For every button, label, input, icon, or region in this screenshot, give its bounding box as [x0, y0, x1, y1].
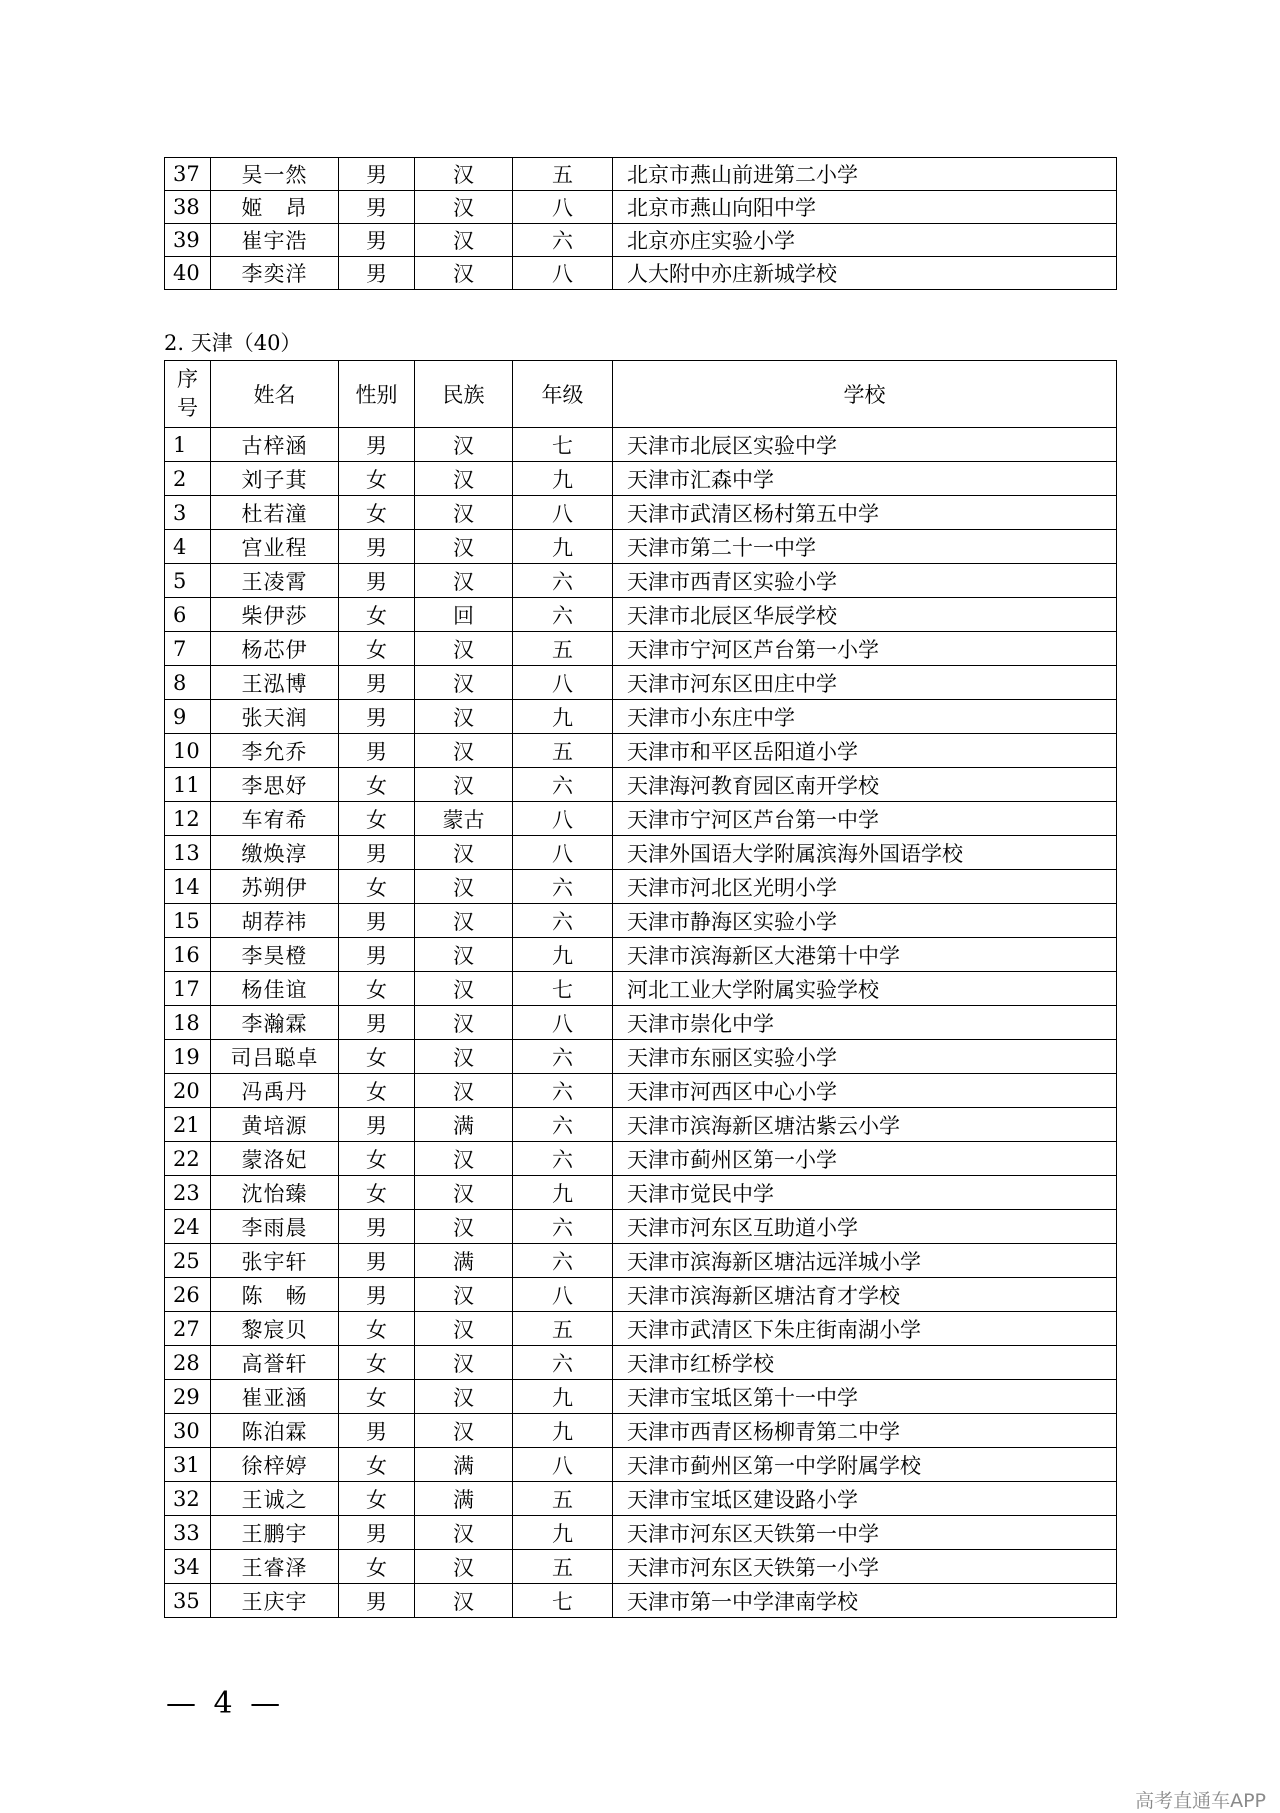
table-row — [165, 938, 1117, 972]
cell-grade: 九 — [513, 1380, 613, 1414]
cell-school: 天津市红桥学校 — [613, 1346, 1117, 1380]
cell-school: 天津市滨海新区塘沽远洋城小学 — [613, 1244, 1117, 1278]
cell-index: 13 — [165, 836, 211, 870]
cell-grade: 六 — [513, 598, 613, 632]
header-cell-name: 姓名 — [211, 361, 339, 428]
cell-name: 黄培源 — [211, 1108, 339, 1142]
cell-gender: 男 — [339, 1244, 415, 1278]
cell-index: 31 — [165, 1448, 211, 1482]
cell-school: 天津市静海区实验小学 — [613, 904, 1117, 938]
cell-ethnicity: 满 — [415, 1244, 513, 1278]
cell-index: 28 — [165, 1346, 211, 1380]
cell-name: 王睿泽 — [211, 1550, 339, 1584]
cell-gender: 女 — [339, 462, 415, 496]
cell-name: 吴一然 — [211, 158, 339, 191]
cell-name: 王凌霄 — [211, 564, 339, 598]
cell-name: 李昊橙 — [211, 938, 339, 972]
cell-school: 天津市崇化中学 — [613, 1006, 1117, 1040]
cell-grade: 九 — [513, 530, 613, 564]
cell-grade: 六 — [513, 1346, 613, 1380]
cell-ethnicity: 汉 — [415, 462, 513, 496]
cell-gender: 女 — [339, 1142, 415, 1176]
cell-ethnicity: 汉 — [415, 666, 513, 700]
cell-name: 缴焕淳 — [211, 836, 339, 870]
table-row — [165, 1346, 1117, 1380]
cell-ethnicity: 汉 — [415, 768, 513, 802]
cell-index: 25 — [165, 1244, 211, 1278]
cell-grade: 六 — [513, 564, 613, 598]
cell-ethnicity: 汉 — [415, 1550, 513, 1584]
cell-school: 北京市燕山前进第二小学 — [613, 158, 1117, 191]
header-cell-school: 学校 — [613, 361, 1117, 428]
cell-gender: 女 — [339, 972, 415, 1006]
cell-index: 14 — [165, 870, 211, 904]
cell-school: 天津市北辰区华辰学校 — [613, 598, 1117, 632]
cell-grade: 五 — [513, 1312, 613, 1346]
cell-grade: 八 — [513, 802, 613, 836]
cell-ethnicity: 汉 — [415, 1176, 513, 1210]
cell-school: 人大附中亦庄新城学校 — [613, 257, 1117, 290]
cell-grade: 九 — [513, 462, 613, 496]
cell-grade: 六 — [513, 768, 613, 802]
cell-index: 3 — [165, 496, 211, 530]
cell-index: 24 — [165, 1210, 211, 1244]
cell-name: 王泓博 — [211, 666, 339, 700]
cell-ethnicity: 汉 — [415, 257, 513, 290]
cell-school: 天津市河西区中心小学 — [613, 1074, 1117, 1108]
table-row — [165, 870, 1117, 904]
cell-name: 胡荐祎 — [211, 904, 339, 938]
cell-index: 19 — [165, 1040, 211, 1074]
cell-grade: 九 — [513, 1414, 613, 1448]
cell-index: 26 — [165, 1278, 211, 1312]
cell-index: 38 — [165, 191, 211, 224]
cell-gender: 男 — [339, 428, 415, 462]
cell-gender: 女 — [339, 632, 415, 666]
cell-gender: 女 — [339, 1448, 415, 1482]
table-row — [165, 1244, 1117, 1278]
cell-school: 河北工业大学附属实验学校 — [613, 972, 1117, 1006]
table-row — [165, 1074, 1117, 1108]
table-row — [165, 1108, 1117, 1142]
cell-name: 陈 畅 — [211, 1278, 339, 1312]
table-row — [165, 1312, 1117, 1346]
cell-index: 6 — [165, 598, 211, 632]
cell-school: 天津市河北区光明小学 — [613, 870, 1117, 904]
cell-ethnicity: 满 — [415, 1482, 513, 1516]
cell-ethnicity: 汉 — [415, 1584, 513, 1618]
cell-school: 天津市滨海新区塘沽育才学校 — [613, 1278, 1117, 1312]
table-row — [165, 632, 1117, 666]
cell-grade: 八 — [513, 1448, 613, 1482]
cell-school: 天津市蓟州区第一小学 — [613, 1142, 1117, 1176]
cell-name: 古梓涵 — [211, 428, 339, 462]
cell-gender: 男 — [339, 938, 415, 972]
cell-name: 苏朔伊 — [211, 870, 339, 904]
table-row — [165, 1550, 1117, 1584]
cell-school: 天津市汇森中学 — [613, 462, 1117, 496]
section-title: 2. 天津（40） — [164, 331, 302, 355]
cell-gender: 男 — [339, 666, 415, 700]
cell-index: 4 — [165, 530, 211, 564]
cell-gender: 女 — [339, 802, 415, 836]
cell-grade: 六 — [513, 1244, 613, 1278]
cell-name: 王鹏宇 — [211, 1516, 339, 1550]
cell-index: 5 — [165, 564, 211, 598]
cell-school: 北京亦庄实验小学 — [613, 224, 1117, 257]
cell-grade: 八 — [513, 1006, 613, 1040]
cell-school: 天津市滨海新区大港第十中学 — [613, 938, 1117, 972]
cell-ethnicity: 汉 — [415, 836, 513, 870]
cell-ethnicity: 汉 — [415, 496, 513, 530]
cell-index: 34 — [165, 1550, 211, 1584]
cell-name: 徐梓婷 — [211, 1448, 339, 1482]
cell-ethnicity: 汉 — [415, 1516, 513, 1550]
table-row — [165, 700, 1117, 734]
cell-index: 18 — [165, 1006, 211, 1040]
cell-school: 天津市宝坻区第十一中学 — [613, 1380, 1117, 1414]
cell-index: 33 — [165, 1516, 211, 1550]
cell-grade: 五 — [513, 632, 613, 666]
watermark: 高考直通车APP — [1135, 1790, 1266, 1812]
cell-ethnicity: 汉 — [415, 734, 513, 768]
cell-school: 天津市武清区杨村第五中学 — [613, 496, 1117, 530]
cell-school: 天津海河教育园区南开学校 — [613, 768, 1117, 802]
cell-index: 12 — [165, 802, 211, 836]
cell-name: 车宥希 — [211, 802, 339, 836]
cell-gender: 男 — [339, 1108, 415, 1142]
cell-grade: 五 — [513, 158, 613, 191]
cell-name: 司吕聪卓 — [211, 1040, 339, 1074]
cell-school: 天津市武清区下朱庄街南湖小学 — [613, 1312, 1117, 1346]
table-row — [165, 224, 1117, 257]
cell-school: 天津市宁河区芦台第一小学 — [613, 632, 1117, 666]
cell-grade: 七 — [513, 428, 613, 462]
cell-school: 天津市第一中学津南学校 — [613, 1584, 1117, 1618]
tianjin-table — [164, 360, 1117, 1618]
cell-gender: 男 — [339, 1414, 415, 1448]
cell-index: 10 — [165, 734, 211, 768]
cell-ethnicity: 汉 — [415, 632, 513, 666]
cell-school: 天津市宁河区芦台第一中学 — [613, 802, 1117, 836]
header-cell-grade: 年级 — [513, 361, 613, 428]
table-row — [165, 1040, 1117, 1074]
cell-ethnicity: 回 — [415, 598, 513, 632]
cell-name: 蒙洛妃 — [211, 1142, 339, 1176]
cell-ethnicity: 汉 — [415, 972, 513, 1006]
cell-grade: 五 — [513, 1482, 613, 1516]
cell-ethnicity: 汉 — [415, 1346, 513, 1380]
cell-gender: 男 — [339, 1584, 415, 1618]
cell-ethnicity: 汉 — [415, 1040, 513, 1074]
cell-ethnicity: 汉 — [415, 870, 513, 904]
cell-ethnicity: 汉 — [415, 1278, 513, 1312]
cell-school: 天津市滨海新区塘沽紫云小学 — [613, 1108, 1117, 1142]
table-row — [165, 191, 1117, 224]
cell-grade: 六 — [513, 1040, 613, 1074]
cell-grade: 六 — [513, 1210, 613, 1244]
table-row — [165, 1380, 1117, 1414]
table-row — [165, 1006, 1117, 1040]
cell-gender: 男 — [339, 1516, 415, 1550]
cell-ethnicity: 蒙古 — [415, 802, 513, 836]
cell-school: 天津市西青区杨柳青第二中学 — [613, 1414, 1117, 1448]
cell-school: 北京市燕山向阳中学 — [613, 191, 1117, 224]
cell-grade: 五 — [513, 1550, 613, 1584]
cell-ethnicity: 汉 — [415, 1142, 513, 1176]
cell-gender: 女 — [339, 768, 415, 802]
cell-index: 39 — [165, 224, 211, 257]
cell-school: 天津市河东区田庄中学 — [613, 666, 1117, 700]
table-row — [165, 972, 1117, 1006]
cell-ethnicity: 满 — [415, 1448, 513, 1482]
cell-school: 天津市宝坻区建设路小学 — [613, 1482, 1117, 1516]
cell-gender: 女 — [339, 598, 415, 632]
cell-ethnicity: 汉 — [415, 1414, 513, 1448]
cell-gender: 男 — [339, 1210, 415, 1244]
cell-ethnicity: 汉 — [415, 191, 513, 224]
tianjin-table-body — [165, 361, 1117, 1618]
cell-gender: 女 — [339, 1074, 415, 1108]
cell-gender: 男 — [339, 224, 415, 257]
cell-ethnicity: 汉 — [415, 530, 513, 564]
cell-gender: 男 — [339, 734, 415, 768]
cell-index: 9 — [165, 700, 211, 734]
table-row — [165, 768, 1117, 802]
cell-school: 天津市河东区互助道小学 — [613, 1210, 1117, 1244]
cell-ethnicity: 汉 — [415, 1380, 513, 1414]
table-row — [165, 428, 1117, 462]
cell-gender: 男 — [339, 1006, 415, 1040]
table-row — [165, 158, 1117, 191]
cell-index: 29 — [165, 1380, 211, 1414]
cell-gender: 女 — [339, 1346, 415, 1380]
table-row — [165, 904, 1117, 938]
cell-grade: 九 — [513, 1516, 613, 1550]
cell-grade: 九 — [513, 1176, 613, 1210]
table-row — [165, 1142, 1117, 1176]
cell-school: 天津外国语大学附属滨海外国语学校 — [613, 836, 1117, 870]
table-row — [165, 1448, 1117, 1482]
cell-name: 张天润 — [211, 700, 339, 734]
cell-gender: 男 — [339, 530, 415, 564]
table-row — [165, 666, 1117, 700]
beijing-table-body — [165, 158, 1117, 290]
cell-school: 天津市河东区天铁第一中学 — [613, 1516, 1117, 1550]
cell-gender: 男 — [339, 1278, 415, 1312]
cell-name: 李思妤 — [211, 768, 339, 802]
table-row — [165, 1176, 1117, 1210]
cell-grade: 五 — [513, 734, 613, 768]
cell-gender: 女 — [339, 496, 415, 530]
cell-name: 王诚之 — [211, 1482, 339, 1516]
cell-gender: 女 — [339, 1176, 415, 1210]
cell-grade: 六 — [513, 1142, 613, 1176]
cell-name: 崔宇浩 — [211, 224, 339, 257]
cell-ethnicity: 汉 — [415, 1074, 513, 1108]
cell-gender: 女 — [339, 1040, 415, 1074]
cell-name: 张宇轩 — [211, 1244, 339, 1278]
cell-gender: 女 — [339, 1482, 415, 1516]
cell-name: 姬 昂 — [211, 191, 339, 224]
header-cell-index — [165, 361, 211, 428]
cell-index: 8 — [165, 666, 211, 700]
cell-grade: 八 — [513, 496, 613, 530]
cell-name: 崔亚涵 — [211, 1380, 339, 1414]
cell-index: 16 — [165, 938, 211, 972]
cell-school: 天津市和平区岳阳道小学 — [613, 734, 1117, 768]
cell-index: 2 — [165, 462, 211, 496]
cell-gender: 女 — [339, 1380, 415, 1414]
cell-name: 柴伊莎 — [211, 598, 339, 632]
cell-ethnicity: 汉 — [415, 1210, 513, 1244]
cell-name: 沈怡臻 — [211, 1176, 339, 1210]
cell-grade: 六 — [513, 904, 613, 938]
cell-index: 15 — [165, 904, 211, 938]
cell-gender: 男 — [339, 158, 415, 191]
beijing-table-continued — [164, 157, 1117, 290]
cell-name: 李允乔 — [211, 734, 339, 768]
cell-grade: 六 — [513, 1108, 613, 1142]
cell-ethnicity: 汉 — [415, 224, 513, 257]
cell-school: 天津市第二十一中学 — [613, 530, 1117, 564]
table-row — [165, 1278, 1117, 1312]
cell-name: 李雨晨 — [211, 1210, 339, 1244]
cell-index: 30 — [165, 1414, 211, 1448]
table-header-row — [165, 361, 1117, 428]
cell-name: 杨佳谊 — [211, 972, 339, 1006]
cell-school: 天津市蓟州区第一中学附属学校 — [613, 1448, 1117, 1482]
cell-ethnicity: 汉 — [415, 428, 513, 462]
header-cell-gender: 性别 — [339, 361, 415, 428]
cell-index: 23 — [165, 1176, 211, 1210]
cell-name: 杨芯伊 — [211, 632, 339, 666]
cell-name: 冯禹丹 — [211, 1074, 339, 1108]
cell-index: 27 — [165, 1312, 211, 1346]
cell-grade: 七 — [513, 1584, 613, 1618]
cell-ethnicity: 汉 — [415, 938, 513, 972]
table-row — [165, 257, 1117, 290]
cell-ethnicity: 汉 — [415, 564, 513, 598]
cell-grade: 八 — [513, 836, 613, 870]
cell-name: 杜若潼 — [211, 496, 339, 530]
cell-school: 天津市河东区天铁第一小学 — [613, 1550, 1117, 1584]
cell-index: 11 — [165, 768, 211, 802]
cell-index: 35 — [165, 1584, 211, 1618]
cell-index: 7 — [165, 632, 211, 666]
cell-name: 王庆宇 — [211, 1584, 339, 1618]
cell-school: 天津市觉民中学 — [613, 1176, 1117, 1210]
cell-ethnicity: 汉 — [415, 1312, 513, 1346]
cell-grade: 九 — [513, 938, 613, 972]
cell-index: 22 — [165, 1142, 211, 1176]
cell-grade: 六 — [513, 1074, 613, 1108]
cell-index: 20 — [165, 1074, 211, 1108]
page-number: — 4 — — [166, 1686, 285, 1721]
header-index-line-1: 序 — [177, 367, 198, 391]
cell-index: 17 — [165, 972, 211, 1006]
cell-gender: 男 — [339, 191, 415, 224]
cell-gender: 男 — [339, 257, 415, 290]
cell-gender: 男 — [339, 700, 415, 734]
table-row — [165, 836, 1117, 870]
cell-name: 黎宸贝 — [211, 1312, 339, 1346]
cell-index: 37 — [165, 158, 211, 191]
table-row — [165, 462, 1117, 496]
cell-index: 40 — [165, 257, 211, 290]
cell-school: 天津市西青区实验小学 — [613, 564, 1117, 598]
cell-gender: 女 — [339, 1550, 415, 1584]
cell-school: 天津市北辰区实验中学 — [613, 428, 1117, 462]
cell-gender: 女 — [339, 1312, 415, 1346]
header-cell-ethnicity: 民族 — [415, 361, 513, 428]
table-row — [165, 496, 1117, 530]
table-row — [165, 734, 1117, 768]
table-row — [165, 1210, 1117, 1244]
table-row — [165, 1414, 1117, 1448]
cell-index: 1 — [165, 428, 211, 462]
cell-ethnicity: 汉 — [415, 1006, 513, 1040]
cell-grade: 八 — [513, 191, 613, 224]
cell-name: 李瀚霖 — [211, 1006, 339, 1040]
cell-school: 天津市小东庄中学 — [613, 700, 1117, 734]
cell-name: 刘子萁 — [211, 462, 339, 496]
table-row — [165, 530, 1117, 564]
cell-grade: 六 — [513, 224, 613, 257]
table-row — [165, 598, 1117, 632]
cell-grade: 八 — [513, 1278, 613, 1312]
cell-gender: 男 — [339, 564, 415, 598]
table-row — [165, 1482, 1117, 1516]
cell-grade: 八 — [513, 666, 613, 700]
cell-grade: 八 — [513, 257, 613, 290]
table-row — [165, 564, 1117, 598]
cell-gender: 男 — [339, 904, 415, 938]
cell-index: 21 — [165, 1108, 211, 1142]
cell-ethnicity: 汉 — [415, 158, 513, 191]
cell-name: 宫业程 — [211, 530, 339, 564]
cell-ethnicity: 汉 — [415, 700, 513, 734]
cell-name: 陈泊霖 — [211, 1414, 339, 1448]
table-row — [165, 1584, 1117, 1618]
header-index-line-2: 号 — [177, 396, 198, 420]
cell-gender: 女 — [339, 870, 415, 904]
cell-gender: 男 — [339, 836, 415, 870]
cell-grade: 七 — [513, 972, 613, 1006]
table-row — [165, 1516, 1117, 1550]
cell-grade: 九 — [513, 700, 613, 734]
cell-grade: 六 — [513, 870, 613, 904]
cell-ethnicity: 汉 — [415, 904, 513, 938]
cell-ethnicity: 满 — [415, 1108, 513, 1142]
cell-school: 天津市东丽区实验小学 — [613, 1040, 1117, 1074]
cell-name: 高誉轩 — [211, 1346, 339, 1380]
cell-index: 32 — [165, 1482, 211, 1516]
table-row — [165, 802, 1117, 836]
cell-name: 李奕洋 — [211, 257, 339, 290]
